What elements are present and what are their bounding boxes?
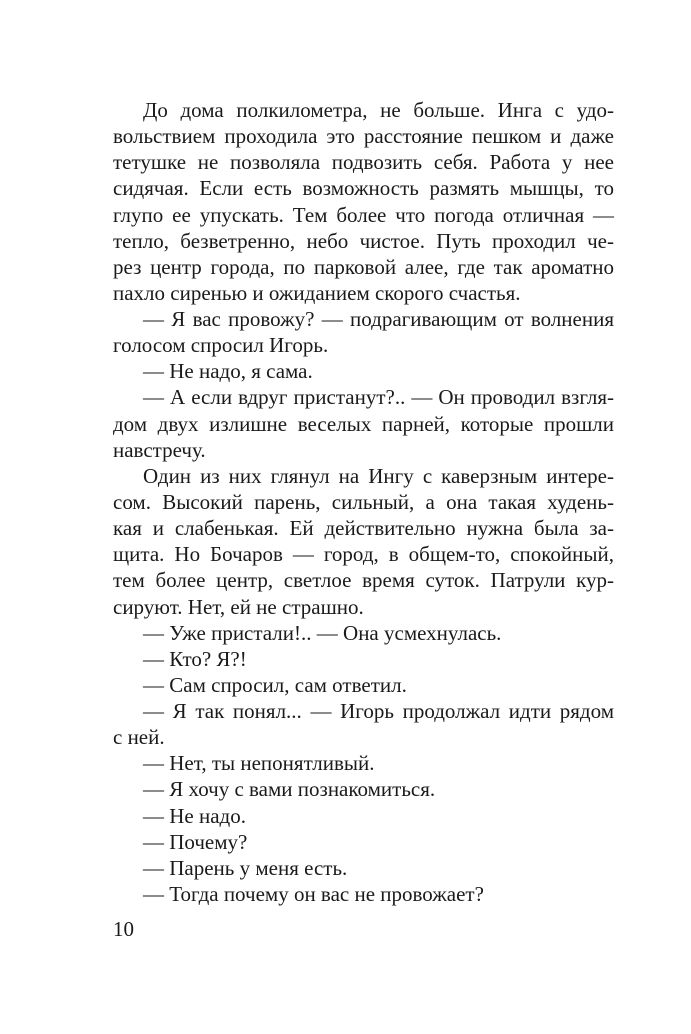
text-line: сируют. Нет, ей не страшно. xyxy=(113,595,364,619)
text-line: глупо ее упускать. Тем более что погода отличная — xyxy=(113,203,614,227)
text-line: сом. Высокий парень, сильный, а она такая худень- xyxy=(113,490,614,514)
text-line: кая и слабенькая. Ей действительно нужна была за- xyxy=(113,516,614,540)
text-line: тепло, безветренно, небо чистое. Путь проходил че- xyxy=(113,229,614,253)
text-line: — Я хочу с вами познакомиться. xyxy=(143,777,436,801)
text-line: До дома полкилометра, не больше. Инга с удо- xyxy=(143,98,614,122)
text-line: вольствием проходила это расстояние пешком и даже xyxy=(113,124,614,148)
text-line: с ней. xyxy=(113,725,165,749)
text-line: рез центр города, по парковой алее, где так ароматно xyxy=(113,255,614,279)
text-line: пахло сиренью и ожиданием скорого счастья. xyxy=(113,281,521,305)
text-line: — Не надо, я сама. xyxy=(143,359,313,383)
text-line: — А если вдруг пристанут?.. — Он проводил взгля- xyxy=(143,385,614,409)
text-line: голосом спросил Игорь. xyxy=(113,333,329,357)
text-line: — Я так понял... — Игорь продолжал идти рядом xyxy=(143,699,614,723)
text-line: — Почему? xyxy=(143,830,248,854)
text-line: сидячая. Если есть возможность размять мышцы, то xyxy=(113,176,614,200)
text-line: дом двух излишне веселых парней, которые прошли xyxy=(113,412,614,436)
text-line: — Сам спросил, сам ответил. xyxy=(143,673,407,697)
text-line: — Уже пристали!.. — Она усмехнулась. xyxy=(143,621,502,645)
text-line: тем более центр, светлое время суток. Патрули кур- xyxy=(113,568,614,592)
text-line: Один из них глянул на Ингу с каверзным интере- xyxy=(143,464,614,488)
text-line: — Не надо. xyxy=(143,804,246,828)
text-line: щита. Но Бочаров — город, в общем-то, спокойный, xyxy=(113,542,614,566)
text-line: тетушке не позволяла подвозить себя. Работа у нее xyxy=(113,150,614,174)
text-line: — Нет, ты непонятливый. xyxy=(143,751,375,775)
text-line: — Тогда почему он вас не провожает? xyxy=(143,882,484,906)
page-number: 10 xyxy=(113,917,134,941)
text-line: навстречу. xyxy=(113,438,206,462)
text-line: — Я вас провожу? — подрагивающим от волнения xyxy=(143,307,614,331)
text-line: — Парень у меня есть. xyxy=(143,856,348,880)
text-line: — Кто? Я?! xyxy=(143,647,247,671)
